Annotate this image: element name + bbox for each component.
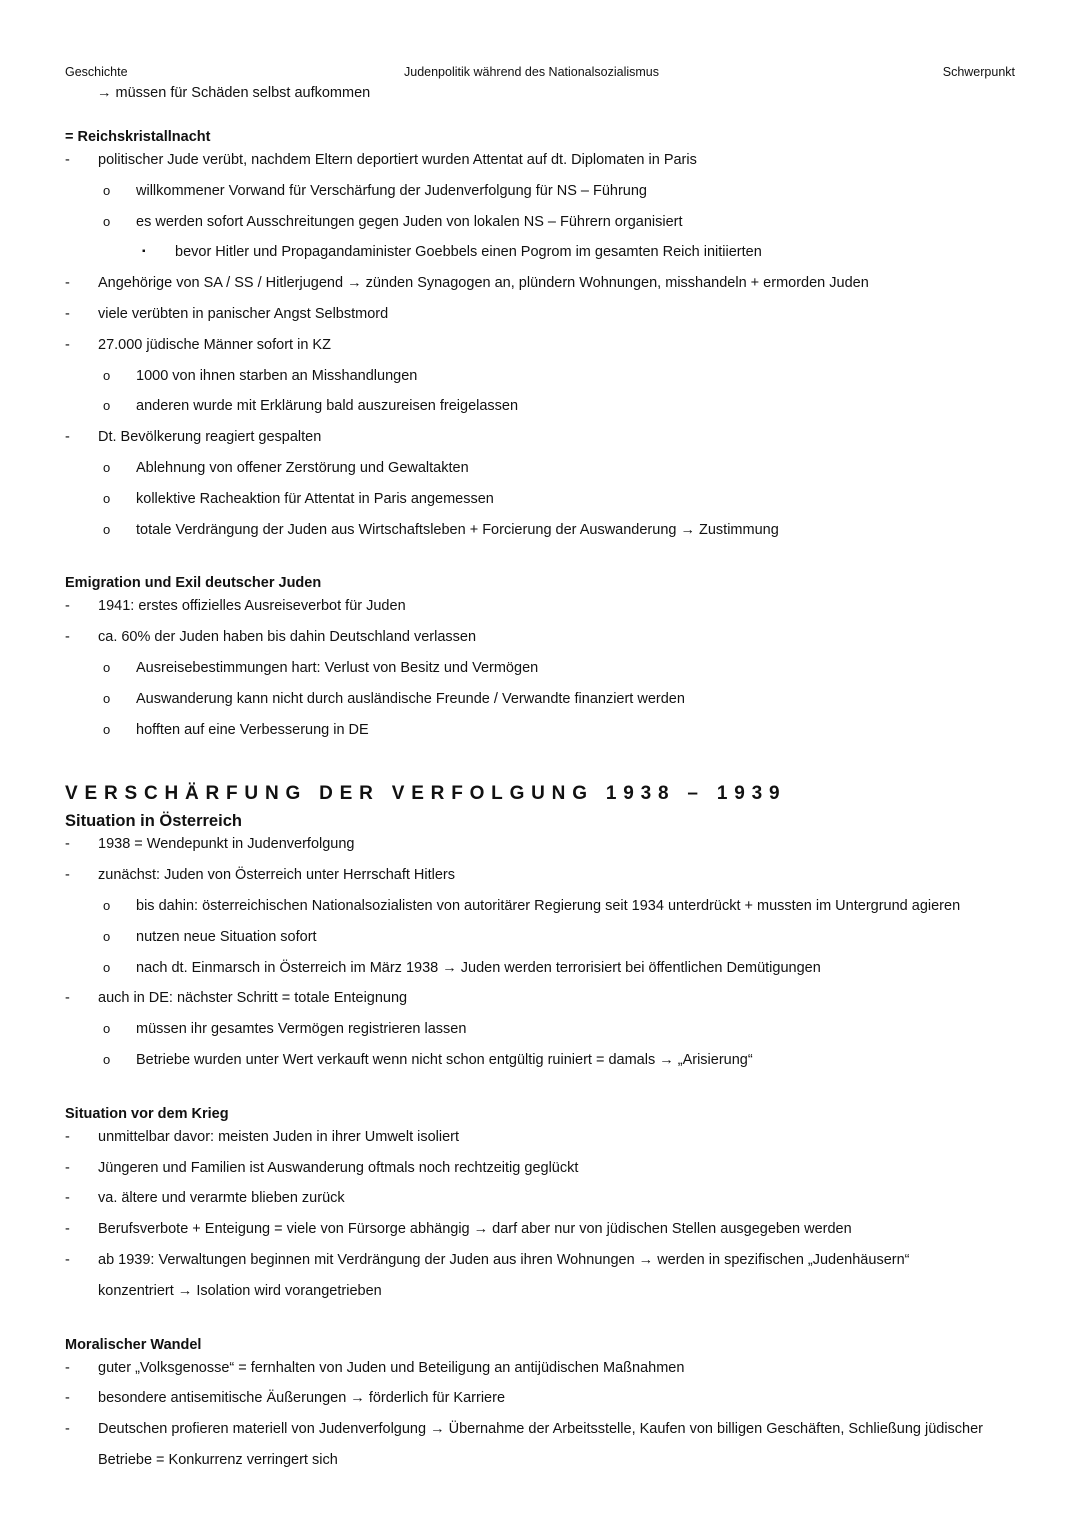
- header-subject: Geschichte: [65, 65, 128, 79]
- dash-bullet: -: [65, 1190, 70, 1207]
- list-item-continuation: [65, 1449, 1020, 1480]
- circle-bullet: o: [103, 182, 111, 198]
- heading-oesterreich: Situation in Österreich: [65, 812, 242, 831]
- list-item: [65, 211, 1020, 242]
- list-item-text: politischer Jude verübt, nachdem Eltern deportiert wurden Attentat auf dt. Diplomaten in Paris: [98, 152, 697, 168]
- dash-bullet: -: [65, 336, 70, 353]
- list-item-text: Deutschen profieren materiell von Judenverfolgung → Übernahme der Arbeitsstelle, Kaufen von billigen Geschäften, Schließung jüdischer: [98, 1421, 984, 1438]
- list-item: [65, 272, 1020, 303]
- list-item-text: Angehörige von SA / SS / Hitlerjugend → zünden Synagogen an, plündern Wohnungen, misshandeln + ermorden Juden: [98, 275, 869, 292]
- list-item: [65, 365, 1020, 396]
- list-item-text: willkommener Vorwand für Verschärfung der Judenverfolgung für NS – Führung: [136, 182, 647, 199]
- list-item-text: va. ältere und verarmte blieben zurück: [98, 1190, 345, 1207]
- list-item: [65, 241, 1020, 272]
- spacer: [65, 1311, 1020, 1333]
- list-item-text: 1938 = Wendepunkt in Judenverfolgung: [98, 836, 355, 853]
- circle-bullet: o: [103, 398, 111, 414]
- list-item-text: Betriebe wurden unter Wert verkauft wenn nicht schon entgültig ruiniert = damals → „Arisierung“: [136, 1051, 753, 1068]
- dash-bullet: -: [65, 629, 70, 646]
- intro-text: → müssen für Schäden selbst aufkommen: [97, 85, 371, 101]
- list-item: [65, 519, 1020, 550]
- heading-reichskristallnacht: = Reichskristallnacht: [65, 129, 211, 145]
- list-item-continuation: [65, 1280, 1020, 1311]
- list-item: [65, 395, 1020, 426]
- list-item-text: ab 1939: Verwaltungen beginnen mit Verdrängung der Juden aus ihren Wohnungen → werden in spezifischen „Judenhäusern“: [98, 1251, 910, 1268]
- list-item-text: besondere antisemitische Äußerungen → förderlich für Karriere: [98, 1390, 506, 1407]
- heading-emigration: Emigration und Exil deutscher Juden: [65, 575, 322, 592]
- list-item-text: Betriebe = Konkurrenz verringert sich: [98, 1451, 338, 1468]
- spacer: [65, 549, 1020, 571]
- list-item: [65, 1157, 1020, 1188]
- circle-bullet: o: [103, 1051, 111, 1067]
- dash-bullet: -: [65, 275, 70, 292]
- dash-bullet: -: [65, 429, 70, 446]
- dash-bullet: -: [65, 1221, 70, 1238]
- list-item-text: anderen wurde mit Erklärung bald auszureisen freigelassen: [136, 398, 519, 415]
- dash-bullet: -: [65, 867, 70, 884]
- heading-vor-dem-krieg: Situation vor dem Krieg: [65, 1105, 229, 1122]
- list-item: [65, 595, 1020, 626]
- list-item: [65, 987, 1020, 1018]
- list-item: [65, 1187, 1020, 1218]
- list-item: [65, 149, 1020, 180]
- list-item: [65, 488, 1020, 519]
- circle-bullet: o: [103, 367, 111, 383]
- list-item-text: totale Verdrängung der Juden aus Wirtschaftsleben + Forcierung der Auswanderung → Zustimmung: [136, 521, 779, 538]
- list-item: [65, 1418, 1020, 1449]
- list-item: [65, 895, 1020, 926]
- circle-bullet: o: [103, 1021, 111, 1037]
- circle-bullet: o: [103, 521, 111, 537]
- list-item: [65, 426, 1020, 457]
- list-item: [65, 1218, 1020, 1249]
- list-item-text: Ausreisebestimmungen hart: Verlust von Besitz und Vermögen: [136, 659, 539, 676]
- list-item-text: müssen ihr gesamtes Vermögen registrieren lassen: [136, 1021, 467, 1038]
- list-item-text: kollektive Racheaktion für Attentat in Paris angemessen: [136, 490, 494, 507]
- circle-bullet: o: [103, 690, 111, 706]
- dash-bullet: -: [65, 305, 70, 322]
- dash-bullet: -: [65, 1128, 70, 1145]
- list-item: [65, 303, 1020, 334]
- circle-bullet: o: [103, 959, 111, 975]
- list-item-text: viele verübten in panischer Angst Selbstmord: [98, 305, 389, 322]
- list-item: [65, 657, 1020, 688]
- list-item-text: bevor Hitler und Propagandaminister Goebbels einen Pogrom im gesamten Reich initiierten: [175, 244, 762, 261]
- square-bullet: ▪: [142, 246, 146, 258]
- dash-bullet: -: [65, 990, 70, 1007]
- dash-bullet: -: [65, 152, 70, 168]
- dash-bullet: -: [65, 598, 70, 615]
- list-item-text: Jüngeren und Familien ist Auswanderung oftmals noch rechtzeitig geglückt: [98, 1159, 579, 1176]
- heading-moralischer-wandel: Moralischer Wandel: [65, 1336, 202, 1353]
- list-item: [65, 957, 1020, 988]
- list-item: [65, 626, 1020, 657]
- list-item: [65, 1249, 1020, 1280]
- circle-bullet: o: [103, 490, 111, 506]
- section-title: VERSCHÄRFUNG DER VERFOLGUNG 1938 – 1939: [65, 783, 787, 805]
- circle-bullet: o: [103, 897, 111, 913]
- list-item-text: 27.000 jüdische Männer sofort in KZ: [98, 336, 331, 353]
- circle-bullet: o: [103, 721, 111, 737]
- list-item-text: hofften auf eine Verbesserung in DE: [136, 721, 369, 738]
- list-item: [65, 1049, 1020, 1080]
- dash-bullet: -: [65, 1159, 70, 1176]
- list-item-text: Dt. Bevölkerung reagiert gespalten: [98, 429, 322, 446]
- list-item: [65, 334, 1020, 365]
- dash-bullet: -: [65, 1359, 70, 1376]
- list-item-text: Berufsverbote + Enteigung = viele von Fürsorge abhängig → darf aber nur von jüdischen Stellen ausgegeben werden: [98, 1221, 852, 1238]
- list-item: [65, 457, 1020, 488]
- list-item: [65, 1126, 1020, 1157]
- circle-bullet: o: [103, 213, 111, 229]
- header-tag: Schwerpunkt: [942, 65, 1015, 79]
- list-item: [65, 688, 1020, 719]
- circle-bullet: o: [103, 928, 111, 944]
- list-item-text: konzentriert → Isolation wird vorangetrieben: [98, 1282, 382, 1299]
- list-item: [65, 864, 1020, 895]
- circle-bullet: o: [103, 659, 111, 675]
- list-item-text: ca. 60% der Juden haben bis dahin Deutschland verlassen: [98, 629, 477, 646]
- dash-bullet: -: [65, 836, 70, 853]
- list-item: [65, 926, 1020, 957]
- list-item-text: 1000 von ihnen starben an Misshandlungen: [136, 367, 418, 384]
- list-item: [65, 719, 1020, 750]
- list-item: [65, 1018, 1020, 1049]
- header-title: Judenpolitik während des Nationalsozialismus: [404, 65, 659, 79]
- list-item: [65, 180, 1020, 211]
- spacer: [65, 1080, 1020, 1102]
- dash-bullet: -: [65, 1251, 70, 1268]
- list-item-text: auch in DE: nächster Schritt = totale Enteignung: [98, 990, 408, 1007]
- page-header: [65, 65, 1015, 83]
- dash-bullet: -: [65, 1390, 70, 1407]
- list-item: [65, 833, 1020, 864]
- document-body: [65, 82, 1020, 1480]
- list-item-text: Auswanderung kann nicht durch ausländische Freunde / Verwandte finanziert werden: [136, 690, 685, 707]
- circle-bullet: o: [103, 459, 111, 475]
- list-item: [65, 1387, 1020, 1418]
- dash-bullet: -: [65, 1421, 70, 1438]
- list-item: [65, 1357, 1020, 1388]
- list-item-text: guter „Volksgenosse“ = fernhalten von Juden und Beteiligung an antijüdischen Maßnahmen: [98, 1359, 685, 1376]
- list-item-text: bis dahin: österreichischen Nationalsozialisten von autoritärer Regierung seit 1934 unterdrückt + mussten im Untergrund agieren: [136, 897, 961, 914]
- list-item-text: es werden sofort Ausschreitungen gegen Juden von lokalen NS – Führern organisiert: [136, 213, 683, 230]
- spacer: [65, 749, 1020, 779]
- list-item-text: zunächst: Juden von Österreich unter Herrschaft Hitlers: [98, 867, 456, 884]
- list-item-text: Ablehnung von offener Zerstörung und Gewaltakten: [136, 459, 469, 476]
- list-item-text: nutzen neue Situation sofort: [136, 928, 317, 945]
- list-item-text: 1941: erstes offizielles Ausreiseverbot für Juden: [98, 598, 406, 615]
- list-item-text: unmittelbar davor: meisten Juden in ihrer Umwelt isoliert: [98, 1128, 460, 1145]
- list-item-text: nach dt. Einmarsch in Österreich im März 1938 → Juden werden terrorisiert bei öffentlichen Demütigungen: [136, 959, 821, 976]
- intro-line: [65, 82, 1020, 125]
